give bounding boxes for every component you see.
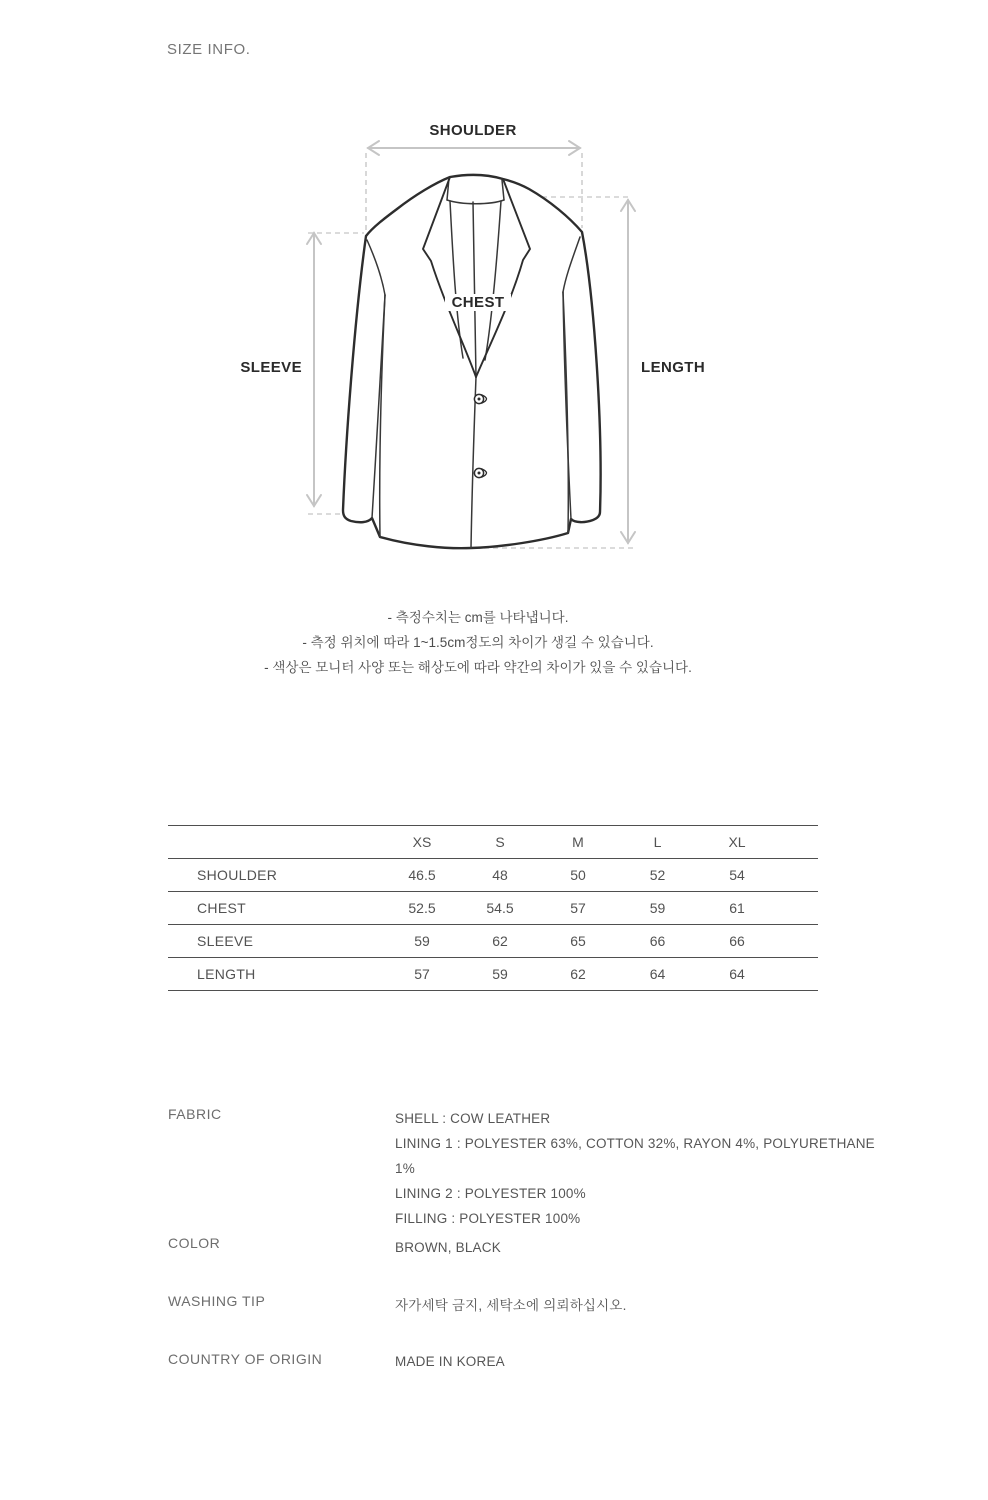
info-label: WASHING TIP: [168, 1293, 266, 1309]
size-value-cell: 59: [649, 900, 666, 916]
size-col-header: XS: [412, 834, 432, 850]
size-table: [168, 825, 818, 991]
measure-row-label: CHEST: [197, 900, 246, 916]
size-table-row: [168, 859, 818, 892]
size-value-cell: 46.5: [408, 867, 436, 883]
size-value-cell: 54: [729, 867, 745, 883]
info-value-line: BROWN, BLACK: [395, 1240, 501, 1255]
info-value-line: 자가세탁 금지, 세탁소에 의뢰하십시오.: [395, 1298, 627, 1313]
measurement-notes: [153, 605, 803, 680]
size-value-cell: 59: [414, 933, 430, 949]
size-value-cell: 64: [729, 966, 745, 982]
size-value-cell: 59: [492, 966, 508, 982]
size-table-header-row: [168, 826, 818, 859]
note-line: - 측정수치는 cm를 나타냅니다.: [387, 610, 569, 625]
info-value-line: LINING 2 : POLYESTER 100%: [395, 1186, 586, 1201]
note-line: - 측정 위치에 따라 1~1.5cm정도의 차이가 생길 수 있습니다.: [302, 635, 654, 650]
measure-row-label: LENGTH: [197, 966, 256, 982]
size-value-cell: 61: [729, 900, 745, 916]
measure-row-label: SHOULDER: [197, 867, 278, 883]
shoulder-label: SHOULDER: [429, 122, 517, 139]
page-title: SIZE INFO.: [167, 41, 251, 58]
length-label: LENGTH: [641, 359, 706, 376]
size-diagram: [230, 120, 760, 580]
info-value-line: MADE IN KOREA: [395, 1354, 505, 1369]
info-label: COUNTRY OF ORIGIN: [168, 1351, 323, 1367]
info-value: [395, 1235, 875, 1260]
size-value-cell: 57: [570, 900, 586, 916]
size-value-cell: 66: [729, 933, 745, 949]
size-value-cell: 62: [492, 933, 508, 949]
size-value-cell: 52.5: [408, 900, 436, 916]
info-value-line: SHELL : COW LEATHER: [395, 1111, 551, 1126]
size-col-header: L: [653, 834, 662, 850]
note-line: - 색상은 모니터 사양 또는 해상도에 따라 약간의 차이가 있을 수 있습니다.: [264, 660, 692, 675]
size-value-cell: 54.5: [486, 900, 514, 916]
size-table-row: [168, 925, 818, 958]
size-col-header: M: [572, 834, 584, 850]
size-col-header: XL: [728, 834, 746, 850]
size-table-corner: [168, 826, 383, 859]
chest-label: CHEST: [445, 294, 511, 311]
size-value-cell: 66: [649, 933, 666, 949]
size-value-cell: 52: [649, 867, 666, 883]
size-col-header: S: [495, 834, 505, 850]
size-value-cell: 65: [570, 933, 586, 949]
size-value-cell: 64: [649, 966, 666, 982]
measure-row-label: SLEEVE: [197, 933, 254, 949]
info-label: FABRIC: [168, 1106, 222, 1122]
info-value-line: LINING 1 : POLYESTER 63%, COTTON 32%, RAYON 4%, POLYURETHANE 1%: [395, 1136, 875, 1176]
size-value-cell: 57: [414, 966, 430, 982]
jacket-diagram: [230, 120, 760, 580]
jacket-outline: [343, 175, 601, 548]
info-value: [395, 1349, 875, 1374]
size-value-cell: 50: [570, 867, 586, 883]
info-value: [395, 1293, 875, 1318]
info-value-line: FILLING : POLYESTER 100%: [395, 1211, 581, 1226]
info-label: COLOR: [168, 1235, 221, 1251]
size-table-row: [168, 958, 818, 991]
sleeve-label: SLEEVE: [240, 359, 302, 376]
size-value-cell: 62: [570, 966, 586, 982]
size-value-cell: 48: [492, 867, 508, 883]
size-table-row: [168, 892, 818, 925]
info-value: [395, 1106, 875, 1231]
